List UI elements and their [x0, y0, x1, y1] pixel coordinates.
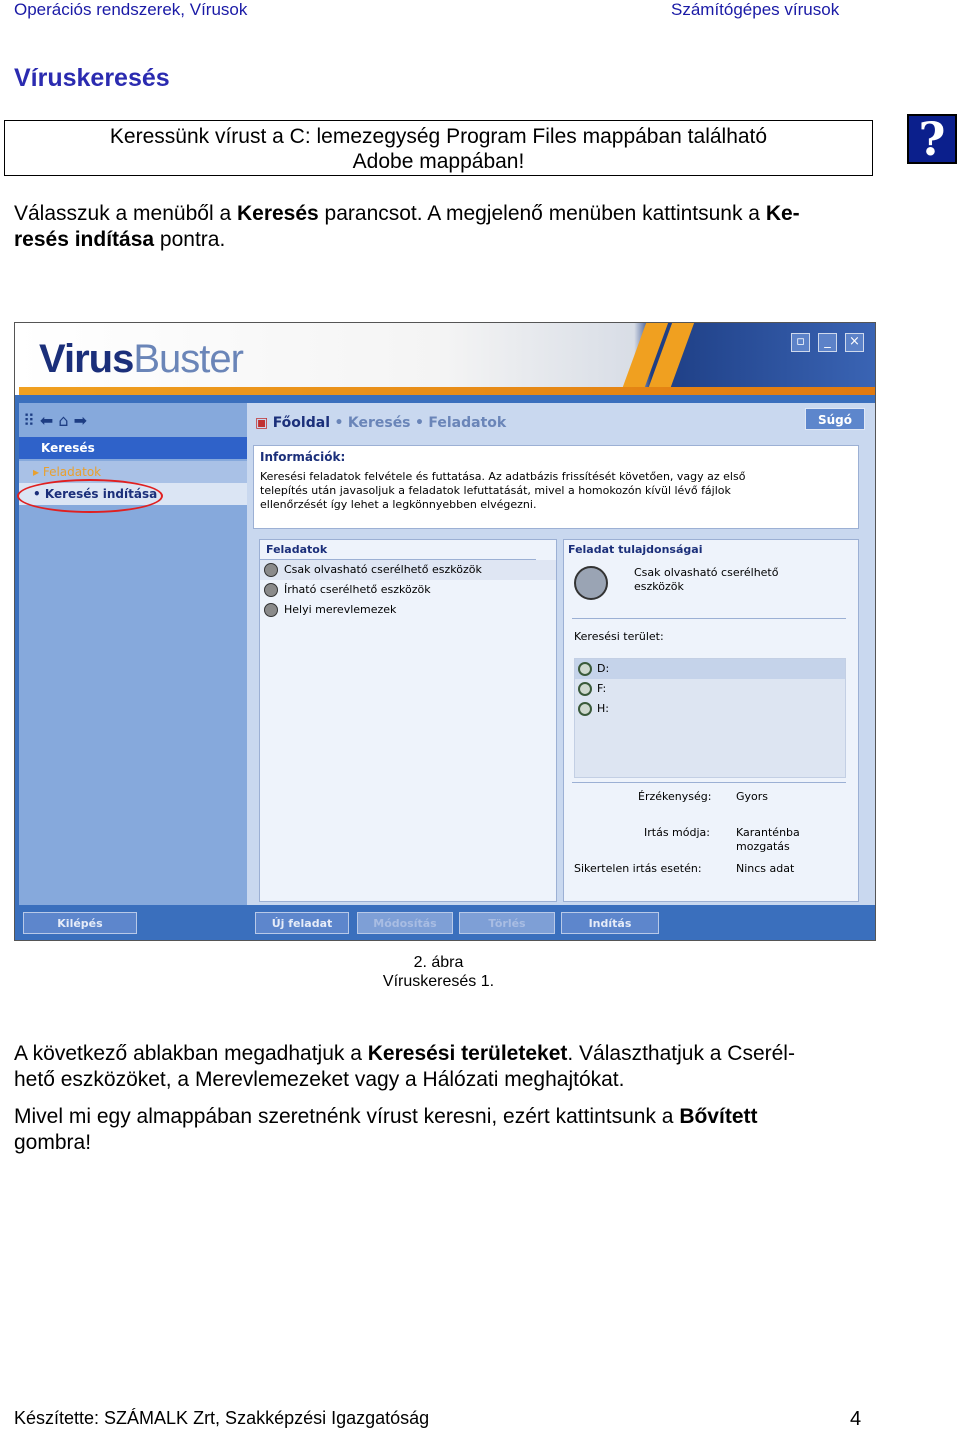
new-task-button[interactable]: Új feladat — [255, 912, 349, 934]
help-button[interactable]: Súgó — [805, 408, 865, 430]
sidebar-item-start-search[interactable]: • Keresés indítása — [19, 483, 249, 505]
sensitivity-label: Érzékenység: — [638, 790, 712, 803]
figure-caption-number: 2. ábra — [413, 954, 464, 971]
section-title: Víruskeresés — [14, 64, 170, 92]
drive-list — [574, 658, 846, 778]
restore-window-icon[interactable]: ▫ — [791, 333, 810, 352]
task-item[interactable]: Írható cserélhető eszközök — [260, 580, 556, 600]
drive-item[interactable]: D: — [575, 659, 845, 679]
paragraph-2: A következő ablakban megadhatjuk a Keresési területeket. Választhatjuk a Cserél- hető eszközöket, a Merevlemezeket vagy a Hálózati meghajtókat. — [14, 1042, 795, 1091]
scanner-icon — [264, 603, 278, 617]
header-right: Számítógépes vírusok — [671, 0, 840, 19]
task-name: Csak olvasható cserélhető eszközök — [634, 566, 779, 593]
breadcrumb-search[interactable]: Keresés — [347, 415, 411, 431]
footer-author: Készítette: SZÁMALK Zrt, Szakképzési Igazgatóság — [14, 1408, 430, 1428]
method-value: Karanténba mozgatás — [736, 826, 800, 853]
delete-button[interactable]: Törlés — [459, 912, 555, 934]
header-left: Operációs rendszerek, Vírusok — [14, 0, 248, 19]
tasks-panel-title: Feladatok — [260, 540, 536, 560]
start-button[interactable]: Indítás — [561, 912, 659, 934]
banner-underline — [19, 387, 875, 395]
info-box — [253, 445, 859, 529]
fail-value: Nincs adat — [736, 862, 795, 875]
search-area-label: Keresési terület: — [574, 630, 664, 643]
breadcrumb: ▣ Főoldal • Keresés • Feladatok — [255, 415, 507, 431]
drive-item[interactable]: H: — [575, 699, 845, 719]
info-line: telepítés után javasoljuk a feladatok lefuttatását, mivel a homokozón kívül lévő fájlok — [260, 484, 731, 497]
sensitivity-value: Gyors — [736, 790, 769, 803]
help-question-icon: ? — [907, 114, 957, 164]
drive-icon — [578, 662, 592, 676]
modify-button[interactable]: Módosítás — [357, 912, 453, 934]
task-box — [4, 120, 873, 176]
task-line-2: Adobe mappában! — [352, 150, 525, 173]
drive-item[interactable]: F: — [575, 679, 845, 699]
grip-icon: ⠿ — [23, 411, 35, 430]
task-item[interactable]: Csak olvasható cserélhető eszközök — [260, 560, 556, 580]
breadcrumb-home[interactable]: Főoldal — [272, 415, 330, 431]
virusbuster-logo: VirusBuster — [39, 337, 243, 381]
app-icon: ▣ — [255, 415, 269, 431]
scanner-icon — [574, 566, 608, 600]
paragraph-1: Válasszuk a menüből a Keresés parancsot. A megjelenő menüben kattintsunk a Ke- resés indítása pontra. — [14, 202, 800, 251]
highlight-ellipse — [17, 479, 163, 513]
sidebar-item-tasks[interactable]: ▸ Feladatok — [19, 461, 249, 483]
page-number: 4 — [850, 1408, 862, 1430]
scanner-icon — [264, 583, 278, 597]
close-window-icon[interactable]: × — [845, 333, 864, 352]
virusbuster-screenshot — [14, 322, 876, 941]
paragraph-3: Mivel mi egy almappában szeretnénk vírust keresni, ezért kattintsunk a Bővített gombra! — [14, 1105, 758, 1154]
figure-caption-title: Víruskeresés 1. — [382, 973, 495, 990]
info-title: Információk: — [260, 450, 346, 464]
fail-label: Sikertelen irtás esetén: — [574, 862, 702, 875]
task-line-1: Keressünk vírust a C: lemezegység Program Files mappában található — [109, 125, 768, 148]
exit-button[interactable]: Kilépés — [23, 912, 137, 934]
info-line: Keresési feladatok felvétele és futtatása. Az adatbázis frissítését követően, vagy az első — [260, 470, 746, 483]
drive-icon — [578, 702, 592, 716]
minimize-window-icon[interactable]: _ — [818, 333, 837, 352]
home-icon[interactable]: ⌂ — [58, 411, 69, 430]
method-label: Irtás módja: — [644, 826, 710, 839]
drive-icon — [578, 682, 592, 696]
sidebar-item-search[interactable]: Keresés — [19, 437, 249, 459]
nav-icons — [23, 411, 87, 430]
breadcrumb-tasks[interactable]: Feladatok — [428, 415, 507, 431]
forward-arrow-icon[interactable]: ➡ — [73, 411, 87, 430]
properties-title: Feladat tulajdonságai — [568, 543, 703, 556]
tasks-panel — [259, 539, 557, 902]
task-properties-panel — [563, 539, 859, 902]
task-item[interactable]: Helyi merevlemezek — [260, 600, 556, 620]
info-line: ellenőrzését így lehet a legkönnyebben elvégezni. — [260, 498, 537, 511]
back-arrow-icon[interactable]: ⬅ — [39, 411, 54, 430]
scanner-icon — [264, 563, 278, 577]
